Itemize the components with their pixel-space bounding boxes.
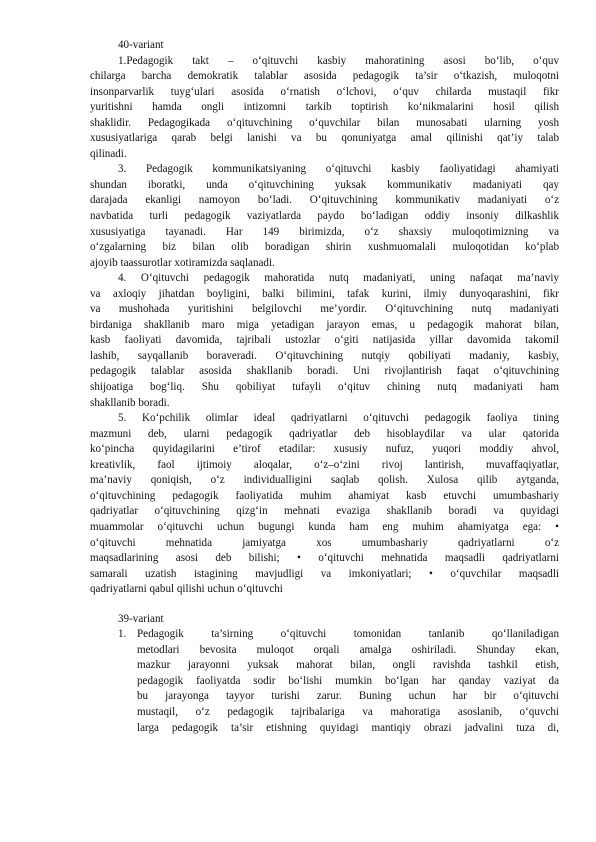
text-line: yuritishni hamda ongli intizomni tarkib toptirish ko‘nikmalarini hosil qilish xyxy=(90,101,559,114)
numbered-list xyxy=(90,627,559,736)
text-line: xususiyatiga tayanadi. Har 149 birimizda, o‘z shaxsiy muloqotimizning va xyxy=(90,225,559,238)
text-line: kreativlik, faol ijtimoiy aloqalar, o‘z–o‘zini rivoj lantirish, muvaffaqiyatlar, xyxy=(90,458,559,471)
text-line: 1.Pedagogik takt – o‘qituvchi kasbiy mahoratining asosi bo‘lib, o‘quv xyxy=(118,54,559,67)
text-line: o‘qituvchi mehnatida jamiyatga xos umumbashariy qadriyatlarni o‘z xyxy=(90,536,559,549)
text-line: shundan iboratki, unda o‘qituvchining yuksak kommunikativ madaniyati qay xyxy=(90,178,559,191)
list-item xyxy=(118,627,559,736)
text-line: 3. Pedagogik kommunikatsiyaning o‘qituvchi kasbiy faoliyatidagi ahamiyati xyxy=(118,163,559,176)
paragraph-3 xyxy=(90,162,559,271)
text-line: insonparvarlik tuyg‘ulari asosida o‘rnatish o‘lchovi, o‘quv chilarda mustaqil fikr xyxy=(90,85,559,98)
text-line: maqsadlarining asosi deb bilishi; • o‘qituvchi mehnatida maqsadli qadriyatlarni xyxy=(90,552,559,565)
text-line: 4. O‘qituvchi pedagogik mahoratida nutq madaniyati, uning nafaqat ma’naviy xyxy=(118,272,559,285)
text-line: pedagogik talablar asosida shakllanib boradi. Uni rivojlantirish faqat o‘qituvchining xyxy=(90,365,559,378)
text-line: xususiyatlariga qarab belgi lanishi va bu qonuniyatga amal qilinishi qat’iy talab xyxy=(90,132,559,145)
text-line: birdaniga shakllanib maro miga yetadigan jarayon emas, u pedagogik mahorat bilan, xyxy=(90,318,559,331)
text-line: larga pedagogik ta’sir etishning quyidagi mantiqiy obrazi jadvalini tuza di, xyxy=(137,721,559,734)
text-line: ajoyib taassurotlar xotiramizda saqlanadi. xyxy=(90,256,275,269)
text-line: lashib, sayqallanib boraveradi. O‘qituvchining nutqiy qobiliyati madaniy, kasbiy, xyxy=(90,349,559,362)
text-line: o‘qituvchining pedagogik faoliyatida muhim ahamiyat kasb etuvchi umumbashariy xyxy=(90,489,559,502)
text-line: ma’naviy qoniqish, o‘z individualligini saqlab qolish. Xulosa qilib aytganda, xyxy=(90,474,559,487)
section-heading-40-variant: 40-variant xyxy=(118,39,164,51)
text-line: va mushohada yuritishini belgilovchi me’yordir. O‘qituvchining nutq madaniyati xyxy=(90,303,559,316)
paragraph-4 xyxy=(90,271,559,411)
text-line: mazmuni deb, ularni pedagogik qadriyatlar deb hisoblaydilar va ular qatorida xyxy=(90,427,559,440)
text-line: kasb faoliyati davomida, tajribali ustozlar o‘giti natijasida yillar davomida takomil xyxy=(90,334,559,347)
text-line: mustaqil, o‘z pedagogik tajribalariga va mahoratiga asoslanib, o‘quvchi xyxy=(137,705,559,718)
document-page xyxy=(90,38,559,736)
text-line: qilinadi. xyxy=(90,147,127,160)
text-line: shaklidir. Pedagogikada o‘qituvchining o‘quvchilar bilan munosabati ularning yosh xyxy=(90,116,559,129)
text-line: darajada ekanligi namoyon bo‘ladi. O‘qituvchining kommunikativ madaniyati o‘z xyxy=(90,194,559,207)
text-line: navbatida turli pedagogik vaziyatlarda paydo bo‘ladigan oddiy insoniy dilkashlik xyxy=(90,210,559,223)
list-item-text: Pedagogik ta’sirning o‘qituvchi tomonidan tanlanib qo‘llaniladigan xyxy=(137,628,559,641)
paragraph-1 xyxy=(90,54,559,163)
text-line: mazkur jarayonni yuksak mahorat bilan, ongli ravishda tashkil etish, xyxy=(137,659,559,672)
text-line: 5. Ko‘pchilik olimlar ideal qadriyatlarni o‘qituvchi pedagogik faoliya tining xyxy=(118,412,559,425)
text-line: metodlari bevosita muloqot orqali amalga oshiriladi. Shunday ekan, xyxy=(137,643,559,656)
text-line: qadriyatlarni qabul qilishi uchun o‘qituvchi xyxy=(90,583,283,596)
text-line: pedagogik faoliyatda sodir bo‘lishi mumkin bo‘lgan har qanday vaziyat da xyxy=(137,674,559,687)
text-line: samarali uzatish istagining mavjudligi va imkoniyatlari; • o‘quvchilar maqsadli xyxy=(90,567,559,580)
text-line: shijoatiga bog‘liq. Shu qobiliyat tufayli o‘qituv chining nutq madaniyati ham xyxy=(90,381,559,394)
text-line: chilarga barcha demokratik talablar asosida pedagogik ta’sir o‘tkazish, muloqotni xyxy=(90,70,559,83)
text-line: o‘zgalarning biz bilan olib boradigan shirin xushmuomalali muloqotidan ko‘plab xyxy=(90,241,559,254)
text-line: muammolar o‘qituvchi uchun bugungi kunda ham eng muhim ahamiyatga ega: • xyxy=(90,520,559,533)
text-line: shakllanib boradi. xyxy=(90,396,170,409)
text-line: va axloqiy jihatdan boyligini, balki bilimini, tafak kurini, ilmiy dunyoqarashini, fikr xyxy=(90,287,559,300)
text-line: bu jarayonga tayyor turishi zarur. Buning uchun har bir o‘qituvchi xyxy=(137,690,559,703)
list-item-number: 1. xyxy=(118,628,127,641)
text-line xyxy=(118,627,559,643)
text-line: qadriyatlar o‘qituvchining qizg‘in mehnati evaziga shakllanib boradi va quyidagi xyxy=(90,505,559,518)
section-spacer xyxy=(90,598,559,612)
text-line: ko‘pincha quyidagilarini e’tirof etadilar: xususiy nufuz, yuqori moddiy ahvol, xyxy=(90,443,559,456)
paragraph-5 xyxy=(90,411,559,598)
section-heading-39-variant: 39-variant xyxy=(118,612,164,625)
